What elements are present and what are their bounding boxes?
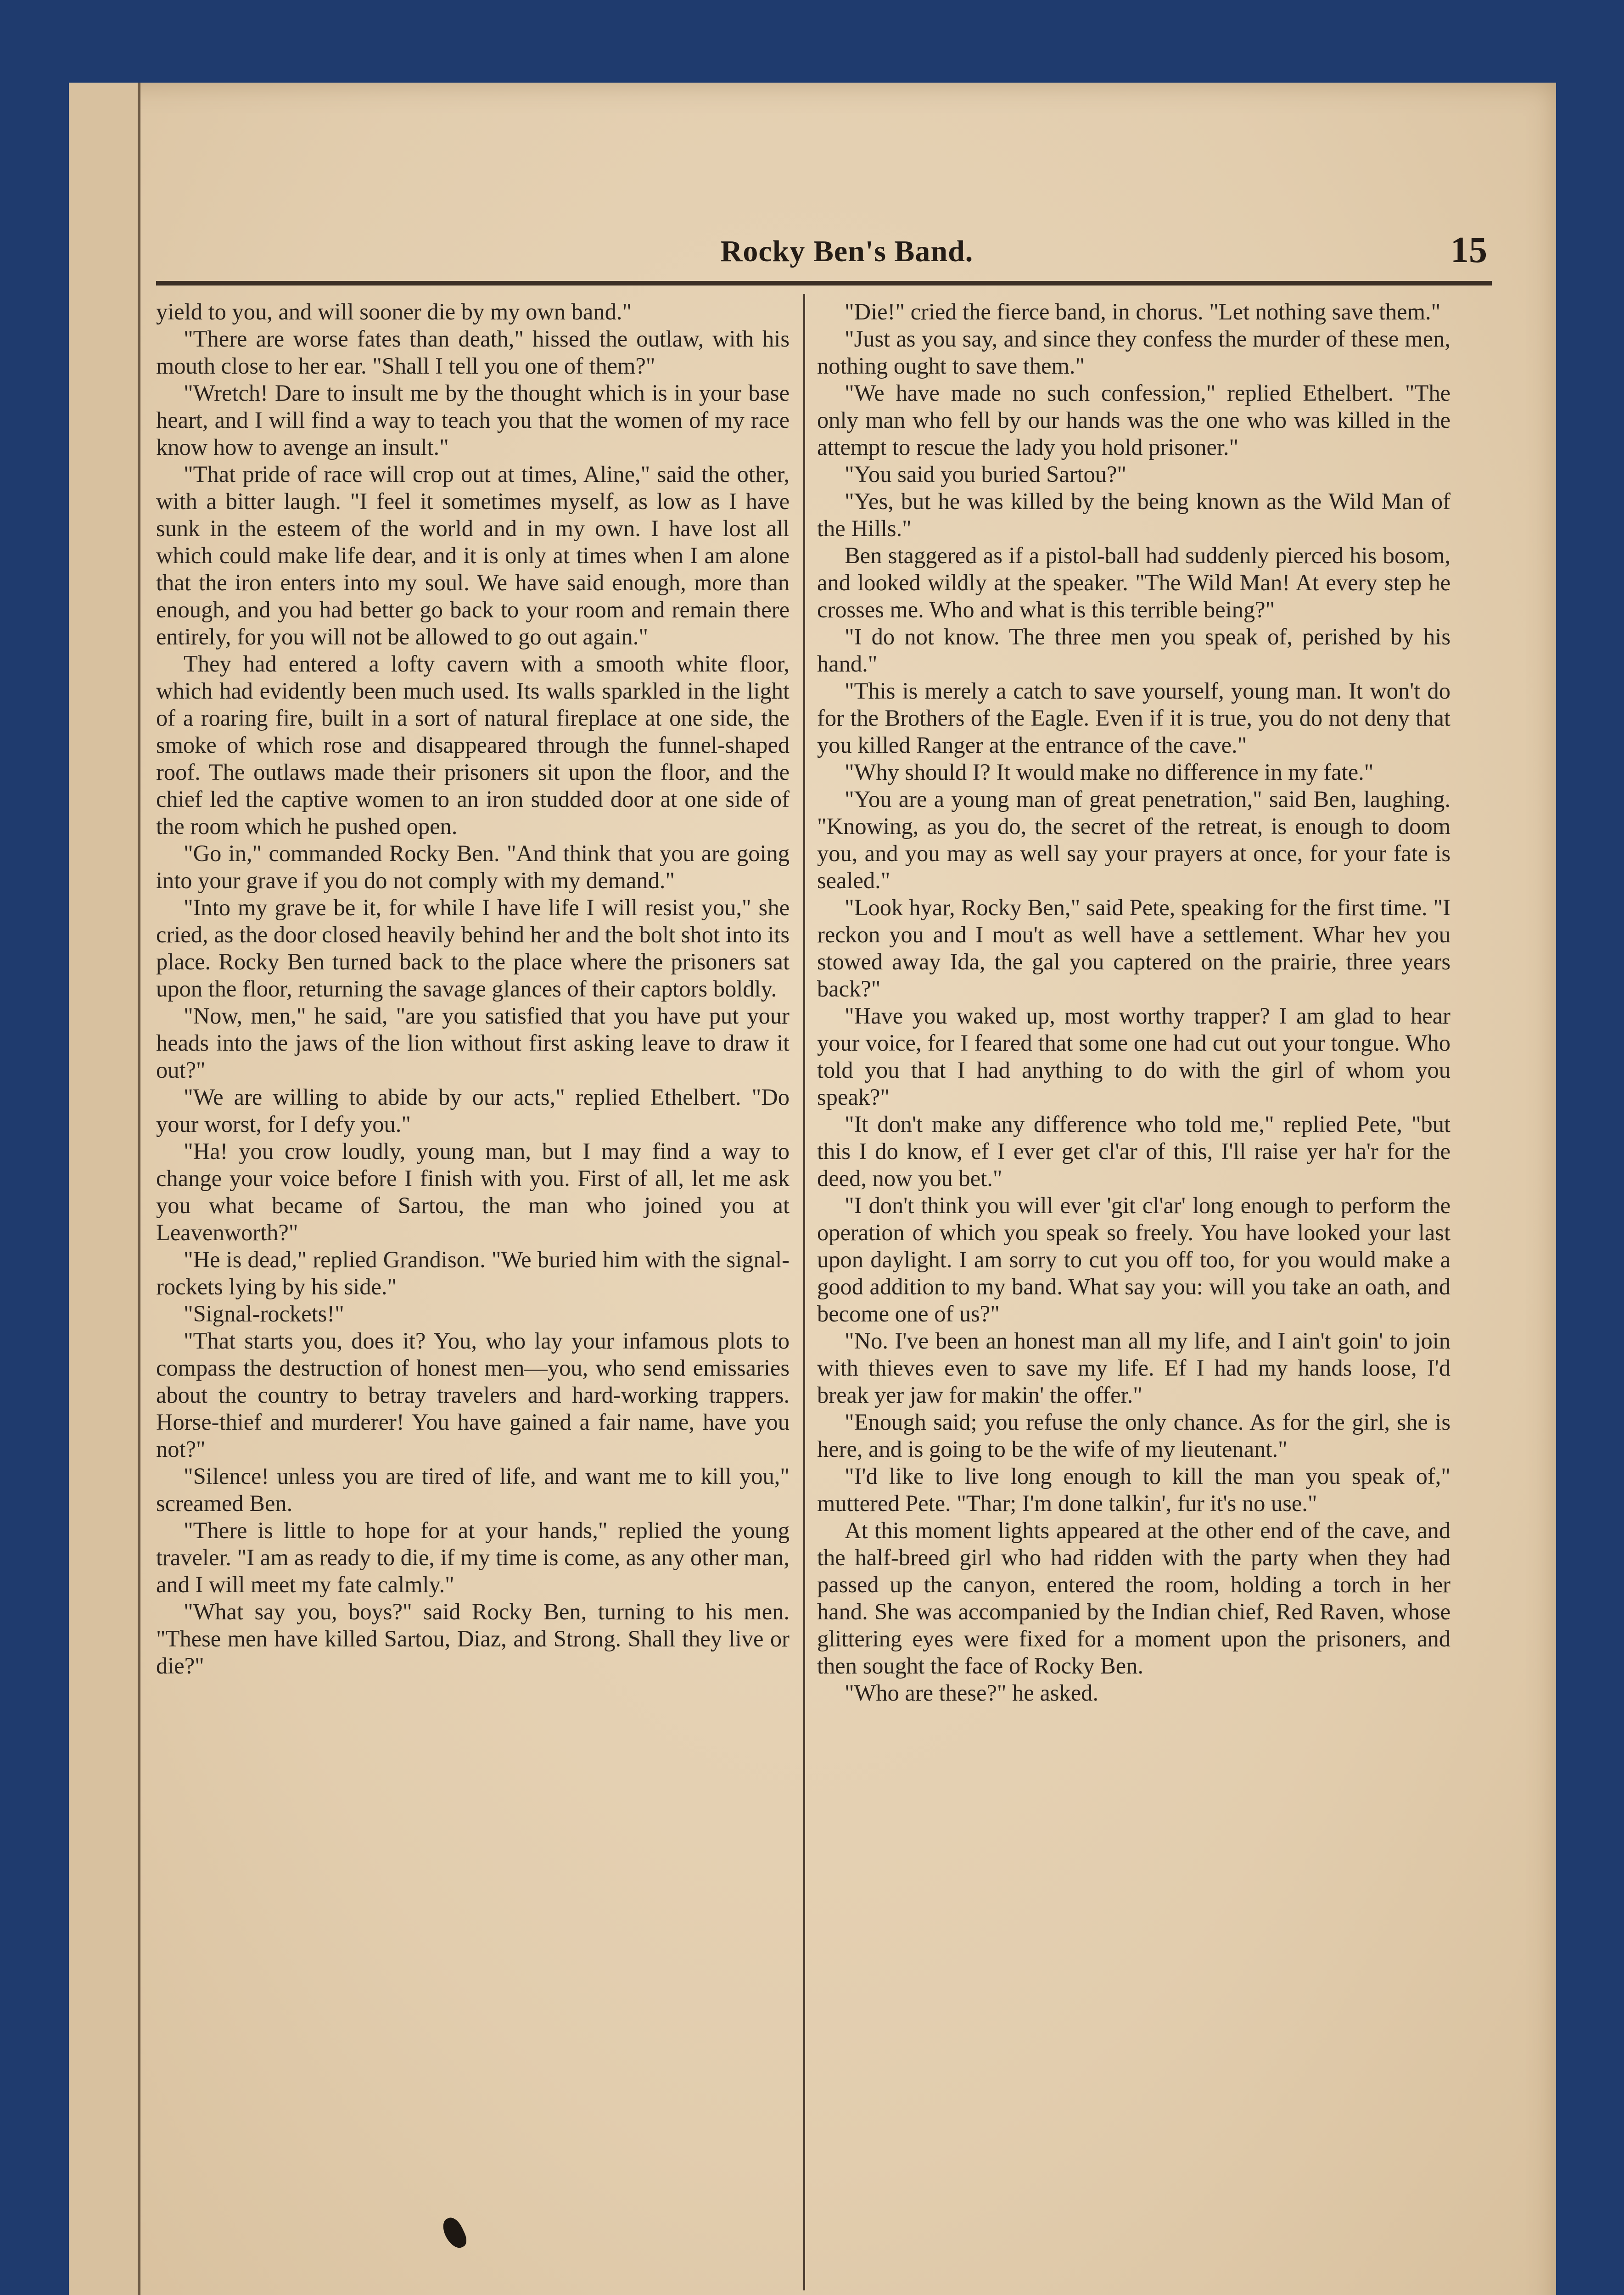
paragraph: "Now, men," he said, "are you satisfied that you have put your heads into the jaws of the lion without first asking leave to draw it out?" [156, 1003, 790, 1083]
paragraph: "That pride of race will crop out at times, Aline," said the other, with a bitter laugh. "I feel it sometimes myself, as low as I have sunk in the esteem of the world and in my own. I have lost all which could make life dear, and it is only at times when I am alone that the iron enters into my soul. We have said enough, more than enough, and you had better go back to your room and remain there entirely, for you will not be allowed to go out again." [156, 461, 790, 649]
ink-blot [439, 2215, 470, 2251]
paragraph: They had entered a lofty cavern with a smooth white floor, which had evidently been much used. Its walls sparkled in the light of a roaring fire, built in a sort of natural fireplace at one side, the smoke of which rose and disappeared through the funnel-shaped roof. The outlaws made their prisoners sit upon the floor, and the chief led the captive women to an iron studded door at one side of the room which he pushed open. [156, 651, 790, 839]
paragraph: "Enough said; you refuse the only chance. As for the girl, she is here, and is going to be the wife of my lieutenant." [817, 1409, 1450, 1462]
paragraph: "Ha! you crow loudly, young man, but I may find a way to change your voice before I finish with you. First of all, let me ask you what became of Sartou, the man who joined you at Leavenworth?" [156, 1138, 790, 1245]
paragraph: "Have you waked up, most worthy trapper? I am glad to hear your voice, for I feared that some one had cut out your tongue. Who told you that I had anything to do with the girl of whom you speak?" [817, 1003, 1450, 1110]
paragraph: "Silence! unless you are tired of life, and want me to kill you," screamed Ben. [156, 1463, 790, 1516]
header-rule [156, 281, 1492, 285]
paragraph: "Yes, but he was killed by the being known as the Wild Man of the Hills." [817, 488, 1450, 541]
paragraph: "You are a young man of great penetration," said Ben, laughing. "Knowing, as you do, the secret of the retreat, is enough to doom you, and you may as well say your prayers at once, for your fate is sealed." [817, 786, 1450, 893]
paragraph: yield to you, and will sooner die by my own band." [156, 299, 632, 325]
paragraph: "No. I've been an honest man all my life, and I ain't goin' to join with thieves even to save my life. Ef I had my hands loose, I'd break yer jaw for makin' the offer." [817, 1328, 1450, 1408]
paragraph: "It don't make any difference who told me," replied Pete, "but this I do know, ef I ever get cl'ar of this, I'll raise yer ha'r for the deed, now you bet." [817, 1111, 1450, 1191]
paragraph: "What say you, boys?" said Rocky Ben, turning to his men. "These men have killed Sartou, Diaz, and Strong. Shall they live or die?" [156, 1599, 790, 1679]
paragraph: "Into my grave be it, for while I have life I will resist you," she cried, as the door closed heavily behind her and the bolt shot into its place. Rocky Ben turned back to the place where the prisoners sat upon the floor, returning the savage glances of their captors boldly. [156, 895, 790, 1002]
paragraph: "Why should I? It would make no difference in my fate." [845, 759, 1374, 785]
page-number: 15 [1450, 230, 1487, 270]
paragraph: "There are worse fates than death," hissed the outlaw, with his mouth close to her ear. "Shall I tell you one of them?" [156, 326, 790, 379]
paragraph: At this moment lights appeared at the other end of the cave, and the half-breed girl who had ridden with the party when they had passed up the canyon, entered the room, holding a torch in her hand. She was accompanied by the Indian chief, Red Raven, whose glittering eyes were fixed for a moment upon the prisoners, and then sought the face of Rocky Ben. [817, 1517, 1450, 1679]
paragraph: "Look hyar, Rocky Ben," said Pete, speaking for the first time. "I reckon you and I mou't as well have a settlement. Whar hev you stowed away Ida, the gal you captered on the prairie, three years back?" [817, 895, 1450, 1002]
book-page [69, 83, 1556, 2295]
paragraph: "Die!" cried the fierce band, in chorus. "Let nothing save them." [845, 299, 1441, 325]
binding-edge [69, 83, 140, 2295]
paragraph: "I'd like to live long enough to kill the man you speak of," muttered Pete. "Thar; I'm done talkin', fur it's no use." [817, 1463, 1450, 1516]
left-column [156, 298, 790, 1679]
paragraph: "That starts you, does it? You, who lay your infamous plots to compass the destruction of honest men—you, who send emissaries about the country to betray travelers and hard-working trappers. Horse-thief and murderer! You have gained a fair name, have you not?" [156, 1328, 790, 1462]
paragraph: "You said you buried Sartou?" [845, 461, 1127, 487]
paragraph: "Who are these?" he asked. [845, 1680, 1098, 1706]
paragraph: "Just as you say, and since they confess the murder of these men, nothing ought to save them." [817, 326, 1450, 379]
paragraph: "Wretch! Dare to insult me by the thought which is in your base heart, and I will find a way to teach you that the women of my race know how to avenge an insult." [156, 380, 790, 460]
paragraph: "We have made no such confession," replied Ethelbert. "The only man who fell by our hands was the one who was killed in the attempt to rescue the lady you hold prisoner." [817, 380, 1450, 460]
paragraph: "I don't think you will ever 'git cl'ar' long enough to perform the operation of which you speak so freely. You have looked your last upon daylight. I am sorry to cut you off too, for you would make a good addition to my band. What say you: will you take an oath, and become one of us?" [817, 1192, 1450, 1327]
paragraph: "Signal-rockets!" [184, 1301, 344, 1327]
column-divider [803, 294, 805, 2290]
right-column [817, 298, 1450, 1707]
paragraph: "He is dead," replied Grandison. "We buried him with the signal-rockets lying by his side." [156, 1247, 790, 1299]
paragraph: "I do not know. The three men you speak of, perished by his hand." [817, 624, 1450, 677]
paragraph: "This is merely a catch to save yourself, young man. It won't do for the Brothers of the Eagle. Even if it is true, you do not deny that you killed Ranger at the entrance of the cave." [817, 678, 1450, 758]
paragraph: "We are willing to abide by our acts," replied Ethelbert. "Do your worst, for I defy you." [156, 1084, 790, 1137]
paragraph: Ben staggered as if a pistol-ball had suddenly pierced his bosom, and looked wildly at the speaker. "The Wild Man! At every step he crosses me. Who and what is this terrible being?" [817, 543, 1450, 622]
paragraph: "There is little to hope for at your hands," replied the young traveler. "I am as ready to die, if my time is come, as any other man, and I will meet my fate calmly." [156, 1517, 790, 1597]
paragraph: "Go in," commanded Rocky Ben. "And think that you are going into your grave if you do not comply with my demand." [156, 840, 790, 893]
running-title: Rocky Ben's Band. [720, 235, 974, 268]
page-header [138, 220, 1556, 285]
